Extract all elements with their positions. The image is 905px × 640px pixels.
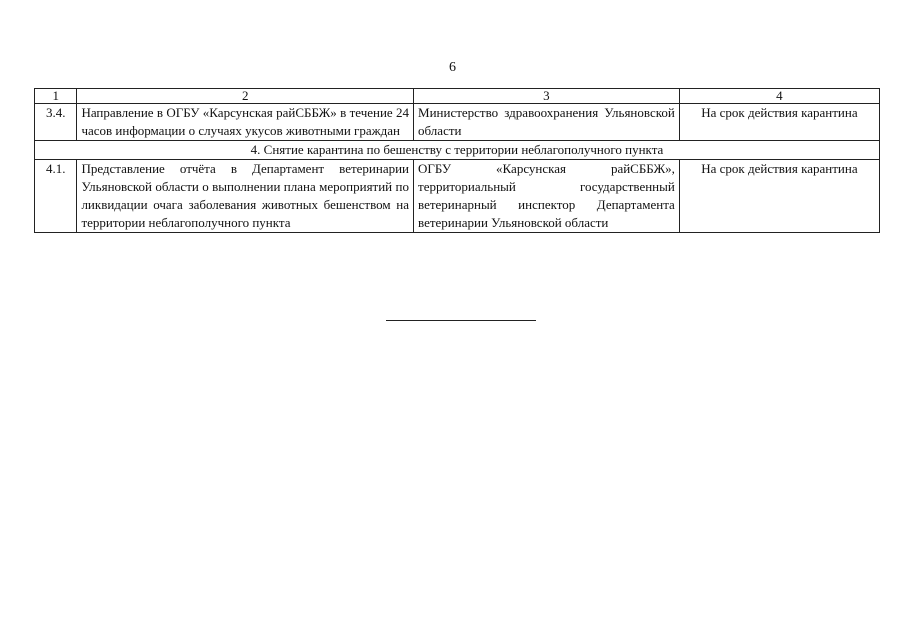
plan-table: [34, 88, 880, 233]
row-number: 4.1.: [35, 160, 77, 233]
header-cell-4: 4: [679, 89, 879, 104]
row-term: На срок действия карантина: [679, 160, 879, 233]
section-title: 4. Снятие карантина по бешенству с территории неблагополучного пункта: [35, 141, 880, 160]
row-responsible: Министерство здравоохранения Ульяновской области: [414, 104, 680, 141]
section-row: [35, 141, 880, 160]
header-cell-3: 3: [414, 89, 680, 104]
row-responsible: ОГБУ «Карсунская райСББЖ», территориальный государственный ветеринарный инспектор Департамента ветеринарии Ульяновской области: [414, 160, 680, 233]
row-number: 3.4.: [35, 104, 77, 141]
row-term: На срок действия карантина: [679, 104, 879, 141]
row-action: Направление в ОГБУ «Карсунская райСББЖ» в течение 24 часов информации о случаях укусов животными граждан: [77, 104, 414, 141]
table-row: [35, 160, 880, 233]
header-cell-1: 1: [35, 89, 77, 104]
end-divider-line: [386, 320, 536, 321]
row-action: Представление отчёта в Департамент ветеринарии Ульяновской области о выполнении плана мероприятий по ликвидации очага заболевания животных бешенством на территории неблагополучного пункта: [77, 160, 414, 233]
table-header-row: [35, 89, 880, 104]
page-number: 6: [449, 60, 456, 75]
table-row: [35, 104, 880, 141]
header-cell-2: 2: [77, 89, 414, 104]
